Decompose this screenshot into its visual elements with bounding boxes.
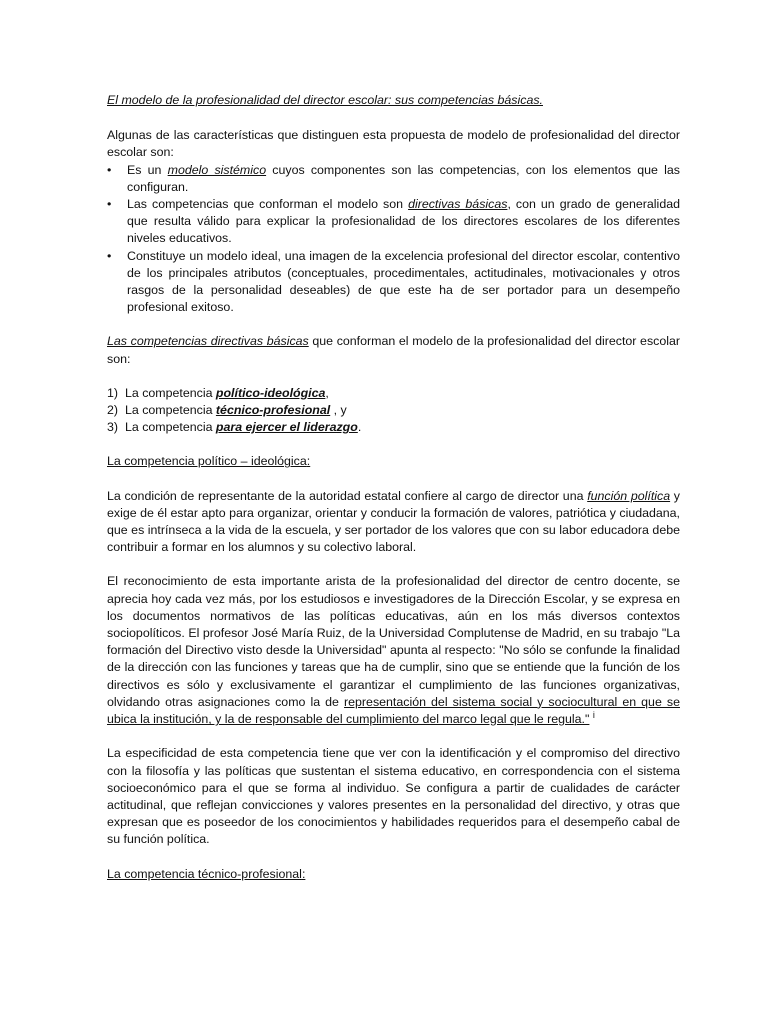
section-heading: La competencia técnico-profesional: [107,866,306,881]
section-heading: La competencia político – ideológica: [107,454,311,469]
body-paragraph: La condición de representante de la autoridad estatal confiere al cargo de director una función política y exige de él estar apto para organizar, orientar y conducir la formación de valores, patriótica y ciudadana, que es intrínseca a la vida de la escuela, y ser portador de los valores que con su labor educadora debe contribuir a formar en los alumnos y su colectivo laboral. [107,488,680,555]
footnote-marker: i [592,709,595,720]
body-paragraph: El reconocimiento de esta importante arista de la profesionalidad del director de centro docente, se aprecia hoy cada vez más, por los estudiosos e investigadores de la Dirección Escolar, y se expresa en los documentos normativos de las políticas educativas, aún en los más diversos contextos sociopolíticos. El profesor José María Ruiz, de la Universidad Complutense de Madrid, en su trabajo "La formación del Directivo visto desde la Universidad" apunta al respecto: "No sólo se confunde la finalidad de la dirección con las funciones y tareas que ha de cumplir, sino que se entiende que la función de los directivos es sólo y exclusivamente el garantizar el cumplimiento de las funciones organizativas, olvidando otras asignaciones como la de representación del sistema social y sociocultural en que se ubica la institución, y la de responsable del cumplimiento del marco legal que le regula." $^i$ [107,574,680,727]
body-paragraph: La especificidad de esta competencia tiene que ver con la identificación y el compromiso del directivo con la filosofía y las políticas que sustentan el sistema educativo, en correspondencia con el sistema socioeconómico para el que se forma al individuo. Se configura a partir de cualidades de carácter actitudinal, que reflejan convicciones y valores presentes en la personalidad del directivo, y otras que expresan que es poseedor de los conocimientos y habilidades requeridos para el desempeño cabal de su función política. [107,746,680,847]
emphasis: Las competencias directivas básicas [107,334,309,349]
list-item: 3) La competencia para ejercer el liderazgo. [107,420,362,435]
characteristics-list [107,162,680,317]
list-item: 2) La competencia técnico-profesional , y [107,403,347,418]
list-item: • Las competencias que conforman el modelo son directivas básicas, con un grado de generalidad que resulta válido para explicar la profesionalidad de los directores escolares de los diferentes niveles educativos. [107,197,680,246]
competencias-list [107,385,680,437]
intro-paragraph: Algunas de las características que distinguen esta propuesta de modelo de profesionalidad del director escolar son: [107,128,680,160]
bullet-icon: • [107,197,112,212]
competencias-intro: Las competencias directivas básicas que conforman el modelo de la profesionalidad del director escolar son: [107,334,680,366]
document-title: El modelo de la profesionalidad del director escolar: sus competencias básicas. [107,93,543,107]
bullet-icon: • [107,248,112,263]
competencia-name: técnico-profesional [215,403,331,418]
list-item: 1) La competencia político-ideológica, [107,385,329,400]
bullet-icon: • [107,162,112,177]
competencia-name: político-ideológica [215,385,326,400]
competencia-name: para ejercer el liderazgo [215,420,358,435]
list-item: • Es un modelo sistémico cuyos componentes son las competencias, con los elementos que las configuran. [107,162,680,194]
underlined-quote: representación del sistema social y sociocultural en que se ubica la institución, y la de responsable del cumplimiento del marco legal que le regula." [107,694,680,727]
emphasis: directivas básicas [408,197,508,212]
emphasis: función política [587,488,671,503]
emphasis: modelo sistémico [167,162,267,177]
list-item: • Constituye un modelo ideal, una imagen de la excelencia profesional del director escolar, contentivo de los principales atributos (conceptuales, procedimentales, actitudinales, motivacionales y otros rasgos de la personalidad deseables) de que este ha de ser portador para un desempeño profesional exitoso. [107,248,680,315]
